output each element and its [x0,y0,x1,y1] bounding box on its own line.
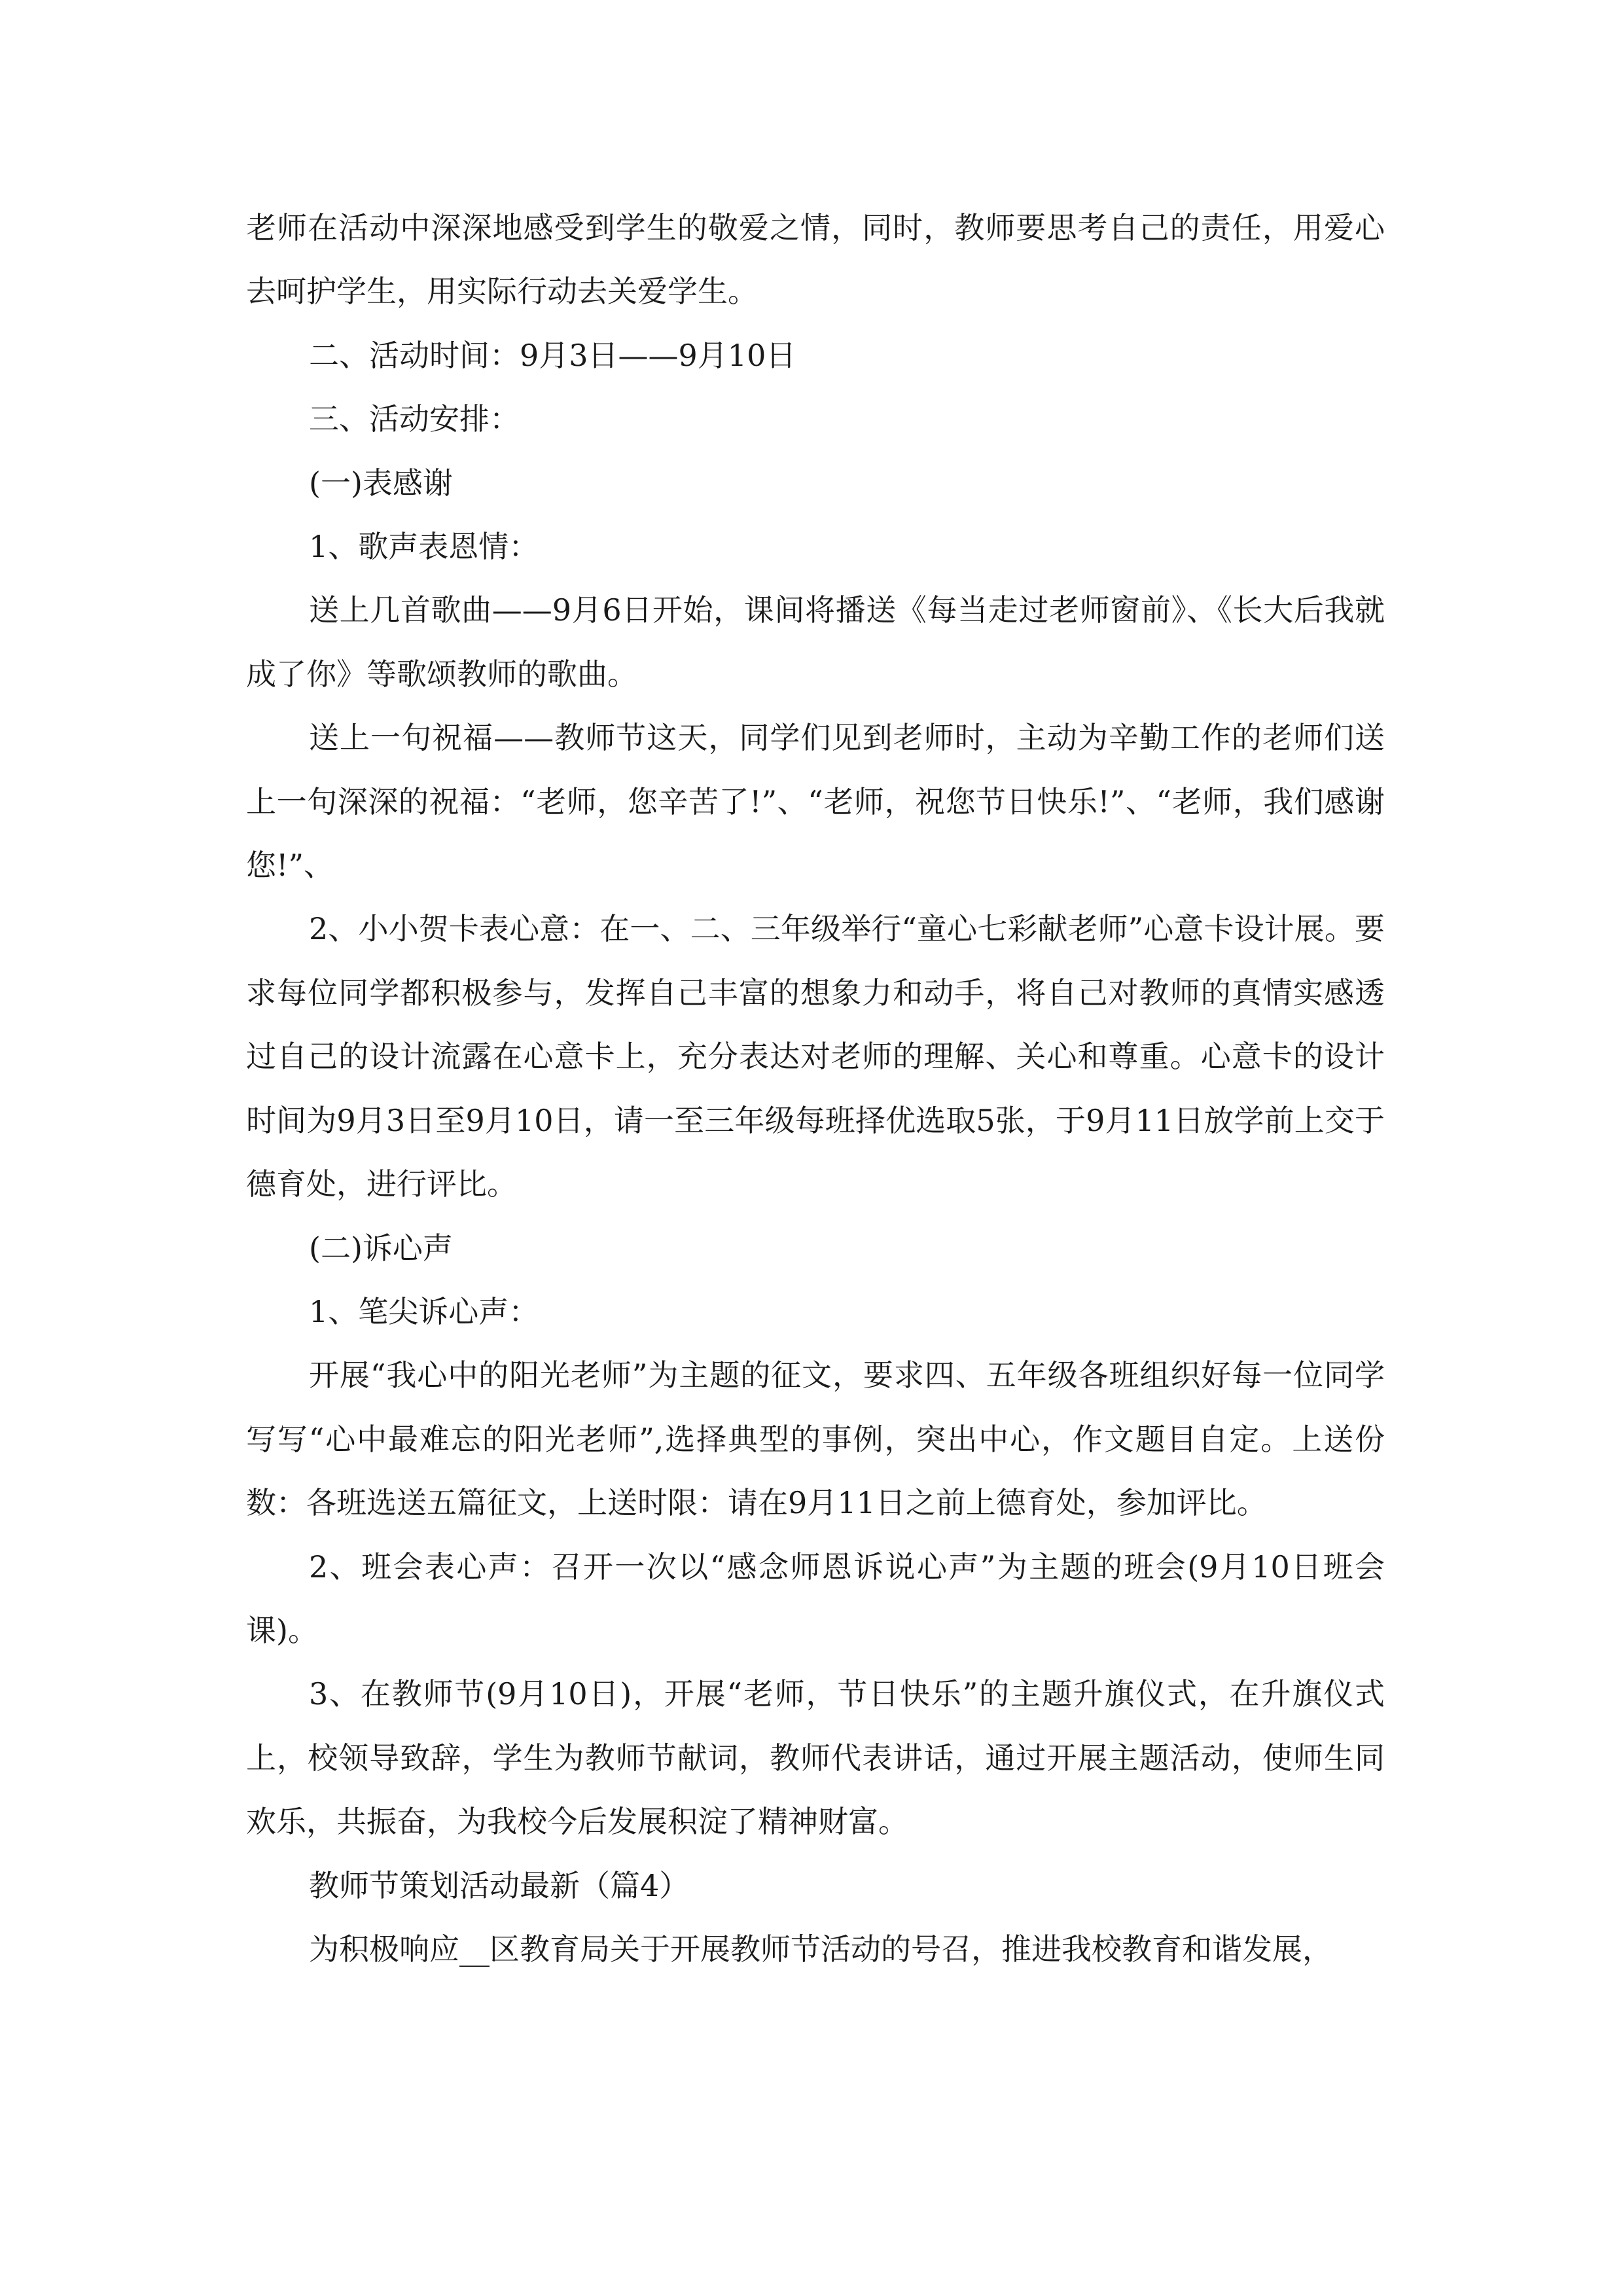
paragraph-greeting-cards: 2、小小贺卡表心意：在一、二、三年级举行“童心七彩献老师”心意卡设计展。要求每位同学都积极参与，发挥自己丰富的想象力和动手，将自己对教师的真情实感透过自己的设计流露在心意卡上，充分表达对老师的理解、关心和尊重。心意卡的设计时间为9月3日至9月10日，请一至三年级每班择优选取5张，于9月11日放学前上交于德育处，进行评比。 [246,911,1385,1202]
heading-activity-arrangement: 三、活动安排： [309,401,520,437]
subheading-voice-heart: (二)诉心声 [309,1230,453,1266]
paragraph-blessing: 送上一句祝福——教师节这天，同学们见到老师时，主动为辛勤工作的老师们送上一句深深的祝福：“老师，您辛苦了!”、“老师，祝您节日快乐!”、“老师，我们感谢您!”、 [246,720,1385,884]
paragraph-essay: 开展“我心中的阳光老师”为主题的征文，要求四、五年级各班组织好每一位同学写写“心中最难忘的阳光老师”,选择典型的事例，突出中心，作文题目自定。上送份数：各班选送五篇征文，上送时限：请在9月11日之前上德育处，参加评比。 [246,1357,1385,1521]
subheading-express-thanks: (一)表感谢 [309,465,453,501]
paragraph-part-4-intro: 为积极响应__区教育局关于开展教师节活动的号召，推进我校教育和谐发展， [309,1931,1332,1967]
paragraph-intro-continued: 老师在活动中深深地感受到学生的敬爱之情，同时，教师要思考自己的责任，用爱心去呵护学生，用实际行动去关爱学生。 [246,210,1385,310]
item-song-gratitude: 1、歌声表恩情： [309,529,539,565]
heading-activity-time: 二、活动时间：9月3日——9月10日 [309,337,796,373]
document-body [246,196,1385,1981]
paragraph-class-meeting: 2、班会表心声：召开一次以“感念师恩诉说心声”为主题的班会(9月10日班会课)。 [246,1549,1385,1648]
paragraph-flag-ceremony: 3、在教师节(9月10日)，开展“老师，节日快乐”的主题升旗仪式，在升旗仪式上，校领导致辞，学生为教师节献词，教师代表讲话，通过开展主题活动，使师生同欢乐，共振奋，为我校今后发展积淀了精神财富。 [246,1676,1385,1840]
paragraph-songs: 送上几首歌曲——9月6日开始，课间将播送《每当走过老师窗前》、《长大后我就成了你》等歌颂教师的歌曲。 [246,592,1385,692]
section-title-part-4: 教师节策划活动最新（篇4） [309,1867,690,1903]
item-pen-voice: 1、笔尖诉心声： [309,1293,539,1329]
